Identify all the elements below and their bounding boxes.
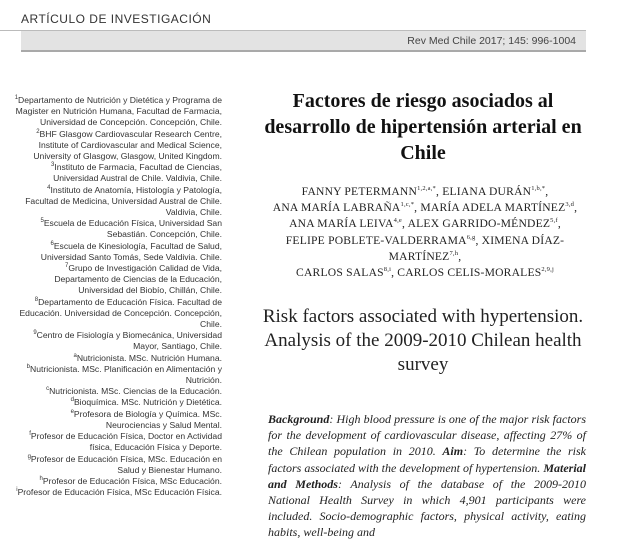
- author-name: ANA MARÍA LEIVA: [289, 217, 394, 231]
- author-affiliation-marker: 4,e: [393, 217, 403, 225]
- affiliation-text: Nutricionista. MSc. Ciencias de la Educación.: [49, 386, 222, 397]
- section-label: ARTÍCULO DE INVESTIGACIÓN: [21, 12, 212, 26]
- affiliation-marker: i: [16, 487, 18, 494]
- affiliation-text: Profesor de Educación Física, Doctor en Actividad física, Educación Física y Deporte.: [30, 431, 222, 453]
- affiliation-item: [14, 263, 222, 297]
- author-line: CARLOS SALAS$^{8,i}$, CARLOS CELIS-MORALES$^{2,9,j}$: [296, 266, 554, 280]
- author-affiliation-marker: 2,9,j: [541, 266, 554, 274]
- abstract: [268, 411, 586, 541]
- affiliation-text: Profesora de Biología y Química. MSc. Neurociencias y Salud Mental.: [73, 408, 222, 430]
- affiliation-marker: 5: [40, 218, 44, 225]
- affiliation-item: [14, 409, 222, 431]
- journal-reference: Rev Med Chile 2017; 145: 996-1004: [407, 35, 576, 47]
- affiliation-item: [14, 129, 222, 163]
- author-name: FELIPE POBLETE-VALDERRAMA: [285, 233, 467, 247]
- affiliation-text: Instituto de Anatomía, Histología y Patología, Facultad de Medicina, Universidad Austral de Chile. Valdivia, Chile.: [25, 184, 222, 218]
- author-name: CARLOS SALAS: [296, 266, 384, 280]
- affiliation-marker: h: [39, 476, 43, 483]
- author-name: CARLOS CELIS-MORALES: [397, 266, 542, 280]
- affiliation-item: [14, 431, 222, 453]
- affiliation-item: [14, 364, 222, 386]
- affiliation-item: [14, 476, 222, 487]
- affiliation-marker: g: [27, 453, 31, 460]
- affiliations-column: [14, 95, 222, 498]
- abstract-methods-text: : Analysis of the database of the 2009-2010 National Health Survey in which 4,901 participants were included. Socio-demographic factors, physical activity, eating habits, well-being and: [268, 476, 586, 540]
- affiliation-item: [14, 162, 222, 184]
- author-affiliation-marker: 8,i: [383, 266, 392, 274]
- author-line: FANNY $PETERMANN^{1,2,a,*}$, ELIANA $DURÁN^{1,b,*}$,: [301, 185, 549, 198]
- affiliation-text: Profesor de Educación Física, MSc Educación.: [42, 475, 222, 486]
- author-line: FELIPE POBLETE-VALDERRAMA$^{6,g}$, XIMENA DÍAZ-MARTÍNEZ$^{7,h}$,: [285, 233, 565, 263]
- affiliation-marker: c: [46, 386, 50, 393]
- affiliation-text: Nutricionista. MSc. Nutrición Humana.: [76, 352, 222, 363]
- affiliation-marker: d: [70, 397, 74, 404]
- affiliation-item: [14, 330, 222, 352]
- affiliation-item: [14, 386, 222, 397]
- abstract-background-label: Background: [268, 412, 330, 426]
- affiliation-marker: 4: [47, 184, 51, 191]
- author-name: MARÍA ADELA MARTÍNEZ: [420, 201, 566, 215]
- affiliation-marker: 3: [50, 162, 55, 169]
- affiliation-text: Centro de Fisiología y Biomecánica, Universidad Mayor, Santiago, Chile.: [36, 330, 222, 352]
- affiliation-item: [14, 241, 222, 263]
- affiliation-marker: b: [26, 364, 30, 371]
- affiliation-text: Bioquímica. MSc. Nutrición y Dietética.: [73, 397, 222, 408]
- author-name: ELIANA DURÁN: [442, 185, 532, 198]
- author-line: ANA MARÍA $LABRAÑA^{1,c,*}$, MARÍA ADELA MARTÍNEZ$^{3,d}$,: [272, 201, 578, 215]
- author-affiliation-marker: 1,c,*: [400, 201, 415, 209]
- affiliation-marker: 6: [50, 240, 54, 247]
- author-name: ALEX GARRIDO-MÉNDEZ: [407, 217, 551, 231]
- author-line: ANA MARÍA LEIVA$^{4,e}$, ALEX GARRIDO-MÉNDEZ$^{5,f}$,: [289, 217, 561, 231]
- affiliation-item: [14, 454, 222, 476]
- article-title-english: Risk factors associated with hypertension. Analysis of the 2009-2010 Chilean health survey: [262, 306, 584, 375]
- affiliation-marker: 1: [14, 95, 19, 102]
- affiliation-marker: 8: [34, 296, 39, 303]
- author-name: ANA MARÍA LABRAÑA: [272, 201, 401, 215]
- affiliation-marker: a: [73, 352, 77, 359]
- affiliation-text: Grupo de Investigación Calidad de Vida, Departamento de Ciencias de la Educación, Universidad del Biobío, Chillán, Chile.: [54, 263, 222, 296]
- affiliation-item: [14, 185, 222, 219]
- affiliation-item: [14, 353, 222, 364]
- abstract-methods-label: Material and Methods: [268, 460, 586, 491]
- affiliation-text: Profesor de Educación Física, MSc. Educación en Salud y Bienestar Humano.: [30, 453, 222, 475]
- author-affiliation-marker: 3,d: [565, 201, 575, 209]
- affiliation-item: [14, 487, 222, 498]
- affiliation-item: [14, 297, 222, 331]
- abstract-aim-label: Aim: [442, 444, 464, 459]
- affiliation-marker: 7: [64, 263, 69, 270]
- author-affiliation-marker: 5,f: [550, 217, 558, 225]
- author-affiliation-marker: 1,2,a,*: [417, 185, 436, 193]
- affiliation-item: [14, 218, 222, 240]
- author-affiliation-marker: 6,g: [466, 233, 476, 241]
- author-affiliation-marker: 1,b,*: [531, 185, 546, 193]
- affiliation-text: Profesor de Educación Física, MSc Educación Física.: [17, 487, 222, 498]
- affiliation-text: Instituto de Farmacia, Facultad de Ciencias, Universidad Austral de Chile. Valdivia, Chile.: [53, 162, 222, 184]
- affiliation-text: Departamento de Nutrición y Dietética y Programa de Magister en Nutrición Humana, Facultad de Farmacia, Universidad de Concepción. Concepción, Chile.: [15, 95, 222, 128]
- abstract-background-text: : High blood pressure is one of the major risk factors for the development of cardiovascular disease, affecting 27% of the Chilean population in 2010.: [268, 412, 586, 459]
- journal-bar: [21, 31, 586, 52]
- affiliation-text: Nutricionista. MSc. Planificación en Alimentación y Nutrición.: [29, 363, 222, 386]
- affiliation-text: Escuela de Educación Física, Universidad San Sebastián. Concepción, Chile.: [43, 218, 222, 240]
- author-list: [250, 184, 600, 281]
- abstract-aim-text: : To determine the risk factors associated with the development of hypertension.: [268, 444, 586, 475]
- author-name: XIMENA DÍAZ-MARTÍNEZ: [388, 233, 565, 263]
- article-title-spanish: Factores de riesgo asociados al desarrollo de hipertensión arterial en Chile: [264, 90, 582, 164]
- affiliation-text: Escuela de Kinesiología, Facultad de Salud, Universidad Santo Tomás, Sede Valdivia. Chile.: [40, 240, 222, 262]
- affiliation-marker: f: [29, 431, 31, 438]
- affiliation-text: BHF Glasgow Cardiovascular Research Centre, Institute of Cardiovascular and Medical Science, University of Glasgow, Glasgow, United Kingdom.: [33, 128, 222, 162]
- affiliation-marker: 2: [36, 128, 40, 135]
- affiliation-item: [14, 95, 222, 129]
- affiliation-marker: 9: [33, 330, 37, 337]
- affiliation-text: Departamento de Educación Física. Facultad de Educación. Universidad de Concepción. Concepción, Chile.: [19, 296, 222, 330]
- affiliation-marker: e: [70, 408, 74, 415]
- affiliation-item: [14, 397, 222, 408]
- author-affiliation-marker: 7,h: [449, 249, 459, 257]
- author-name: FANNY PETERMANN: [301, 185, 418, 198]
